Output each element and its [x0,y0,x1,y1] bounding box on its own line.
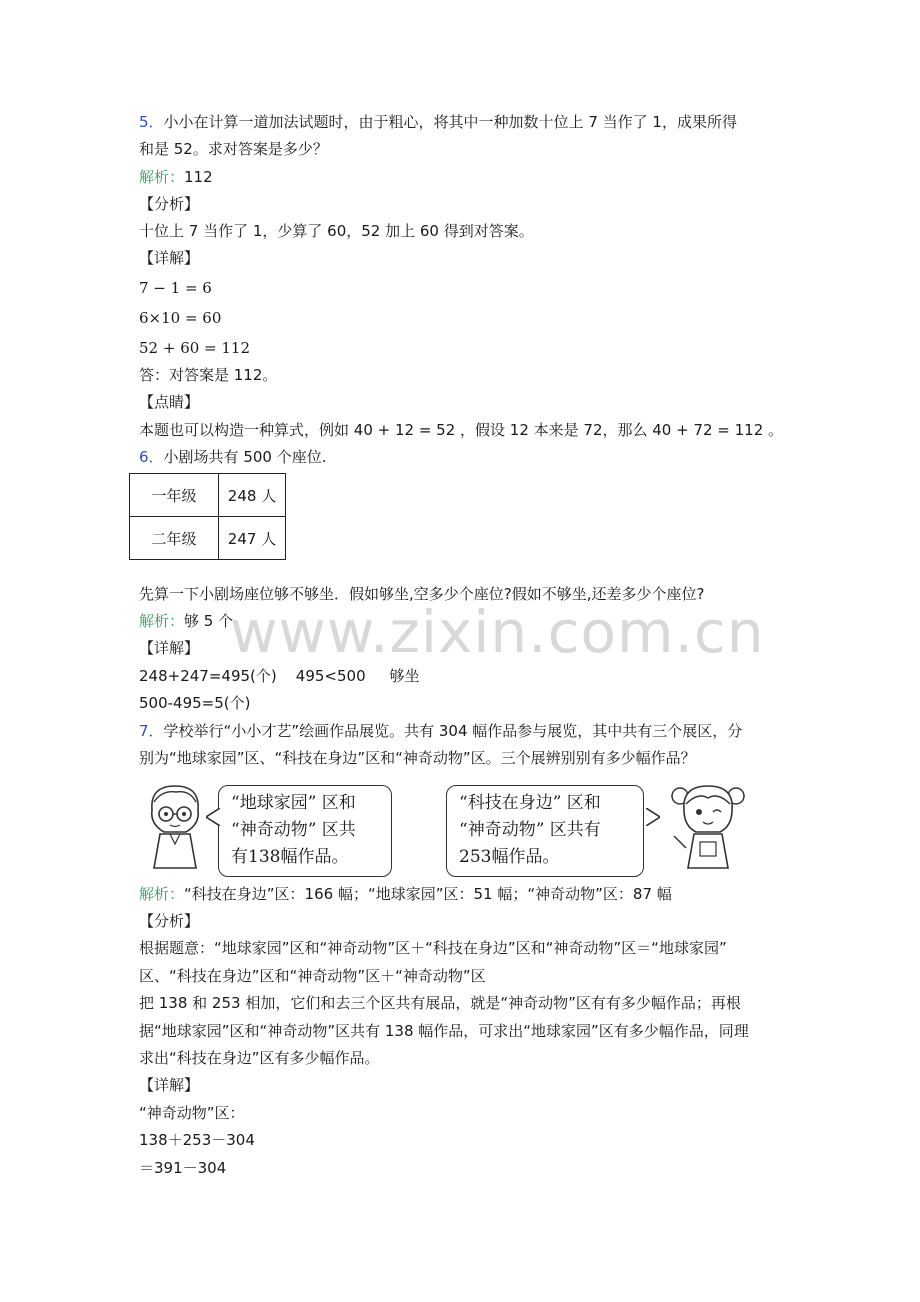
table-cell-count: 248 人 [219,474,286,517]
q7-fenxi-line2: 区、“科技在身边”区和“神奇动物”区＋“神奇动物”区 [139,967,486,985]
bubble-right-line: “科技在身边” 区和 [459,793,601,813]
bubble-right-line: 253幅作品。 [459,847,560,867]
q5-equation-1: 7 − 1 = 6 [139,279,212,297]
q7-analysis [139,884,672,904]
q5-analysis [139,167,213,187]
q7-detail-3: ＝391－304 [139,1159,227,1177]
q5-equation-3: 52 + 60 = 112 [139,339,251,357]
q7-fenxi-heading: 【分析】 [139,912,200,930]
q7-fenxi-line5: 求出“科技在身边”区有多少幅作品。 [139,1049,380,1067]
q7-text-1: 学校举行“小小才艺”绘画作品展览。共有 304 幅作品参与展览，其中共有三个展区，分 [163,722,743,740]
q6-line1 [139,447,326,467]
q5-analysis-value: 112 [184,168,213,186]
q5-line2: 和是 52。求对答案是多少？ [139,140,328,158]
q6-calc-1: 248+247=495(个) 495<500 够坐 [139,667,420,685]
q7-fenxi-line4: 据“地球家园”区和“神奇动物”区共有 138 幅作品，可求出“地球家园”区有多少幅作品，同理 [139,1022,749,1040]
q7-analysis-value: “科技在身边”区：166 幅；“地球家园”区：51 幅；“神奇动物”区：87 幅 [184,885,672,903]
bubble-left-line: 有138幅作品。 [231,847,349,867]
girl-illustration [668,778,748,872]
q6-analysis [139,611,233,631]
q7-detail-2: 138＋253－304 [139,1131,255,1149]
q6-number: 6． [139,448,164,466]
q6-xiangjie-heading: 【详解】 [139,639,200,657]
q5-answer: 答：对答案是 112。 [139,366,278,384]
q5-fenxi-text: 十位上 7 当作了 1，少算了 60，52 加上 60 得到对答案。 [139,222,534,240]
q6-analysis-value: 够 5 个 [184,612,234,630]
q6-question: 先算一下小剧场座位够不够坐．假如够坐,空多少个座位?假如不够坐,还差多少个座位? [139,585,705,603]
table-row [130,474,286,517]
q5-analysis-label: 解析： [139,168,185,186]
q5-number: 5． [139,113,164,131]
q7-line2: 别为“地球家园”区、“科技在身边”区和“神奇动物”区。三个展辨别别有多少幅作品？ [139,749,696,767]
q6-calc-2: 500-495=5(个) [139,694,251,712]
q5-equation-2: 6×10 = 60 [139,309,222,327]
q7-number: 7． [139,722,164,740]
table-row [130,517,286,560]
speech-bubble-left [218,785,392,877]
q7-xiangjie-heading: 【详解】 [139,1076,200,1094]
q7-detail-1: “神奇动物”区： [139,1104,245,1122]
q5-xiangjie-heading: 【详解】 [139,249,200,267]
table-cell-grade: 一年级 [130,474,219,517]
q7-line1 [139,721,742,741]
boy-illustration [142,780,208,872]
bubble-right-line: “神奇动物” 区共有 [459,820,601,840]
q5-text-1: 小小在计算一道加法试题时，由于粗心，将其中一种加数十位上 7 当作了 1，成果所得 [163,113,737,131]
bubble-pointer-right [646,808,660,826]
bubble-left-line: “地球家园” 区和 [231,793,356,813]
watermark: www.zixin.com.cn [230,598,765,666]
bubble-pointer-left [206,808,220,826]
q5-line1 [139,112,737,132]
q5-dianjing-text: 本题也可以构造一种算式，例如 40 + 12 = 52 ，假设 12 本来是 72，那么 40 + 72 = 112 。 [139,421,784,439]
q5-fenxi-heading: 【分析】 [139,195,200,213]
q5-dianjing-heading: 【点睛】 [139,393,200,411]
q6-text: 小剧场共有 500 个座位. [163,448,327,466]
q7-fenxi-line3: 把 138 和 253 相加，它们和去三个区共有展品，就是“神奇动物”区有有多少幅作品；再根 [139,994,741,1012]
q7-analysis-label: 解析： [139,885,185,903]
q6-analysis-label: 解析： [139,612,185,630]
grade-table [129,473,286,560]
q7-fenxi-line1: 根据题意：“地球家园”区和“神奇动物”区＋“科技在身边”区和“神奇动物”区＝“地球家园” [139,939,727,957]
speech-bubble-right [446,785,644,877]
bubble-left-line: “神奇动物” 区共 [231,820,356,840]
table-cell-count: 247 人 [219,517,286,560]
table-cell-grade: 二年级 [130,517,219,560]
